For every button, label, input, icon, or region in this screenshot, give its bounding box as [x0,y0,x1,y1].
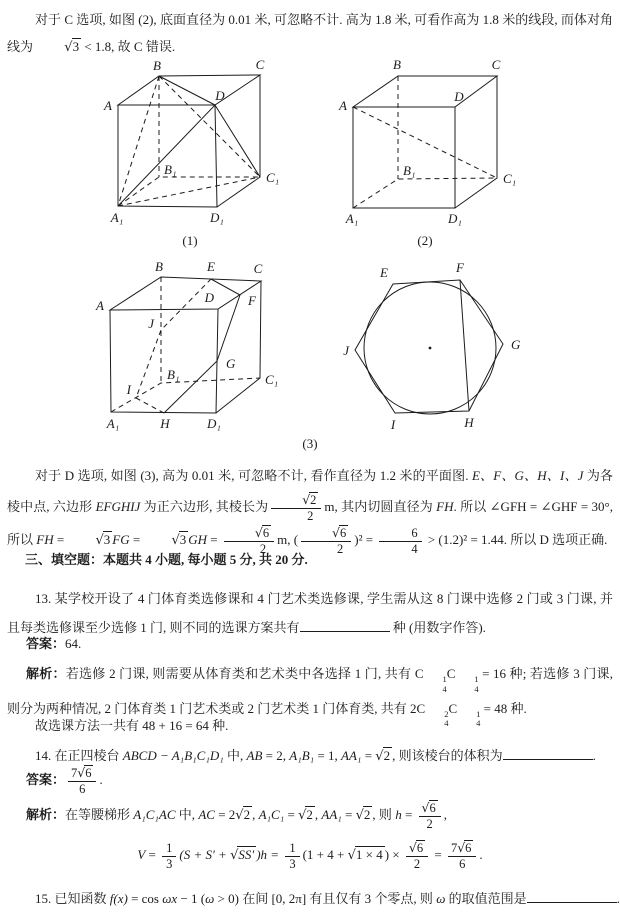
numerator: 6 [411,525,418,540]
vertex-label: D [204,290,214,305]
fraction [271,492,321,524]
radicand: 6 [262,526,270,541]
vertex-label: I [126,382,131,397]
answer-14 [7,763,620,797]
answer-blank [300,618,390,632]
text-run: = 1, [314,748,342,763]
radicand: 2 [363,807,371,822]
math-run: )h = [256,847,283,862]
text-run: )² = [354,532,377,548]
radicand: 2 [243,807,251,822]
radicand: SS′ [238,847,255,862]
radicand: 2 [383,748,391,763]
math-run: f(x) [109,891,128,906]
sqrt-expression [298,798,315,833]
vertex-label: C₁ [265,372,279,387]
figure-4-hexagon-circle [343,260,521,432]
radicand: 6 [465,841,472,856]
text-run: 为正六边形, 其棱长为 [140,499,269,514]
answer-value: 64. [65,636,82,651]
math-run: h [395,807,402,822]
combination [446,666,479,694]
vertex-label: A₁ [345,211,359,226]
subscript: 4 [474,683,479,694]
denominator: 2 [271,508,321,524]
vertex-label: B [155,259,163,274]
denominator: 2 [224,541,274,557]
text-run: . [592,748,596,763]
math-run: AA₁ [321,807,342,822]
radicand: 3 [72,39,80,54]
text-run: m, 其内切圆直径为 [324,499,437,514]
text-run: = 2 [214,807,236,822]
math-run: GH [188,532,208,548]
answer-blank [527,889,617,903]
combination [448,700,481,729]
circle-center-dot [429,347,432,350]
vertex-label: I [390,417,396,432]
text-run: . [479,847,483,862]
text-run: = [401,807,416,822]
combination [414,666,447,694]
text-run: = 48 种. [480,700,527,716]
radicand: 6 [340,526,347,541]
text-run: = 16 种; 若选修 3 门课, 则分为两种情况, 2 门体育类 1 门艺术类或 2 门艺术类 1 门体育类, 共有 2 [7,666,613,716]
figure-1-cube [103,57,279,248]
vertex-label: B₁ [167,367,180,382]
math-run: (S + S′ + [179,847,231,862]
radicand: 3 [179,532,187,548]
fraction [448,840,476,872]
fraction [406,840,428,872]
combination-base: C [448,700,458,716]
section-heading [7,550,620,570]
text-run: 的取值范围是 [445,891,527,906]
text-run: 为各棱中点, 六边形 [7,468,613,514]
vertex-label: J [343,343,349,358]
vertex-label: J [148,316,154,331]
math-run: V [137,847,146,862]
text-run: = [341,807,356,822]
denominator: 6 [68,781,96,797]
vertex-label: H [160,416,170,431]
answer-blank [503,746,593,760]
vertex-label: C [253,261,263,276]
figure-caption: (3) [302,436,318,451]
text-run: 14. 在正四棱台 [35,748,123,763]
text-run: = [129,532,144,548]
numerator: 1 [166,840,173,855]
vertex-label: D [454,89,464,104]
text-run: 对于 D 选项, 如图 (3), 高为 0.01 米, 可忽略不计, 看作直径为 1.2 米的平面图. [35,468,472,483]
text-run: 种 (用数字作答). [389,620,486,635]
heading-text: 三、填空题：本题共 4 小题, 每小题 5 分, 共 20 分. [25,552,308,567]
combination-base: C [416,700,426,716]
subscript: 4 [476,718,481,729]
text-run: > 0) 在间 [0, 2π] 有且仅有 3 个零点, 则 [214,891,437,906]
text-run: . [99,772,103,787]
vertex-label: A₁ [110,210,124,225]
text-run: . [616,891,620,906]
denominator: 3 [285,856,299,872]
text-run: m, ( [277,532,299,548]
vertex-label: C₁ [503,171,517,186]
numerator-coefficient: 7 [450,841,458,856]
math-run: A₁B₁ [289,748,315,763]
combination-base: C [446,666,456,681]
answer-13 [7,634,620,654]
vertex-label: F [456,260,464,275]
problem-15 [7,888,620,910]
text-run: = 2, [262,748,290,763]
text-run: > (1.2)² = 1.44. 所以 D 选项正确. [424,532,608,548]
vertex-label: C₁ [266,170,280,185]
vertex-label: A [104,98,112,113]
superscript: 1 [474,674,479,684]
text-run: ) × [384,847,403,862]
figure-caption: (1) [182,233,198,248]
vertex-label: B₁ [403,163,416,178]
radicand: 6 [416,841,424,856]
math-run: A₁C₁AC [133,807,176,822]
superscript: 2 [444,708,449,719]
text-run: = [145,847,160,862]
text-run: 中, [175,807,199,822]
math-run: AA₁ [341,748,362,763]
denominator: 6 [448,856,476,872]
text-run: = [53,532,68,548]
text-run: < 1.8, 故 C 错误. [84,39,176,54]
analysis-label: 解析： [26,666,66,681]
text-run: , 则该棱台的体积为 [392,748,503,763]
math-run: ωx [162,891,178,906]
math-run: FH [36,532,54,548]
radicand: 6 [85,766,92,781]
vertex-label: E [380,265,388,280]
vertex-label: G [511,337,521,352]
text-run: 13. 某学校开设了 4 门体育类选修课和 4 门艺术类选修课, 学生需从这 8 门课中选修 2 门或 3 门课, 并且每类选修课至少选修 1 门, 则不同的选课方案共有 [7,591,613,635]
sqrt-expression [235,798,252,833]
vertex-label: D₁ [210,210,224,225]
fraction [162,841,176,872]
denominator: 2 [419,816,441,832]
text-run: (1 + 4 + [302,847,348,862]
vertex-label: G [226,356,236,371]
denominator: 3 [162,856,176,872]
vertex-label: F [248,293,256,308]
text-run: , [252,807,259,822]
text-run: 故选课方法一共有 48 + 16 = 64 种. [35,718,229,733]
text-run: = [431,847,445,862]
figure-caption: (2) [417,233,433,248]
math-run: AB [246,748,263,763]
text-run: = [207,532,221,548]
vertex-label: A₁ [106,416,120,431]
fraction [285,841,299,872]
text-run: = [284,807,299,822]
math-run: EFGHIJ [95,499,141,514]
math-run: AC [198,807,215,822]
text-run: 15. 已知函数 [35,891,110,906]
math-run: FH [436,499,454,514]
math-run: ω [436,891,446,906]
text-run: , 则 [372,807,396,822]
sqrt-expression [348,838,385,873]
superscript: 1 [442,674,447,684]
answer-label: 答案： [26,636,66,651]
radicand: 3 [103,532,111,548]
superscript: 1 [476,708,481,719]
denominator: 4 [379,541,421,557]
math-run: E、F、G、H、I、J [471,468,584,483]
figure-3-cube-hexagon [95,259,318,451]
text-run: 若选修 2 门课, 则需要从体育类和艺术类中各选择 1 门, 共有 [65,666,415,681]
denominator: 2 [301,541,351,557]
radicand: 6 [429,801,436,816]
text-run: = cos [127,891,163,906]
text-run: , [314,807,322,822]
math-run: ABCD − A₁B₁C₁D₁ [122,748,224,763]
radicand: 2 [306,807,313,822]
combination-base: C [414,666,424,681]
vertex-label: D₁ [207,416,221,431]
paragraph-option-d [7,460,613,557]
vertex-label: E [207,259,215,274]
text-run: 在等腰梯形 [65,807,134,822]
answer-label: 答案： [26,772,66,787]
subscript: 4 [444,718,449,729]
vertex-label: B₁ [164,162,177,177]
text-run: , [443,807,447,822]
vertex-label: H [464,415,474,430]
vertex-label: D₁ [448,211,462,226]
vertex-label: C [491,57,501,72]
volume-formula [7,838,613,873]
numerator-coefficient: 7 [71,766,78,781]
radicand: 2 [310,493,317,508]
math-run: FG [112,532,130,548]
text-run: 中, [223,748,247,763]
numerator: 1 [289,840,296,855]
analysis-14 [7,798,620,833]
text-run: 对于 C 选项, 如图 (2), 底面直径为 0.01 米, 可忽略不计. 高为 1.8 米, 可看作高为 1.8 米的线段, 而体对角线为 [7,12,613,54]
sqrt-expression [356,798,373,833]
denominator: 2 [406,856,428,872]
analysis-13-conclusion [7,716,620,736]
analysis-label: 解析： [26,807,66,822]
vertex-label: A [96,298,104,313]
vertex-label: D [215,88,225,103]
vertex-label: B [393,57,401,72]
figure-2-cube [338,57,516,248]
vertex-label: C [255,57,265,72]
math-run: A₁C₁ [258,807,285,822]
text-run: . 所以 ∠GFH = ∠GHF = 30°, 所以 [7,499,613,548]
vertex-label: B [153,58,161,73]
text-run: = [361,748,376,763]
vertex-label: A [339,98,347,113]
radicand: 1 × 4 [355,847,383,862]
fraction [68,765,96,797]
subscript: 4 [442,683,447,694]
math-run: ω [205,891,215,906]
text-run: − 1 ( [177,891,206,906]
fraction [419,800,441,832]
combination [416,700,449,729]
sqrt-expression [230,838,256,873]
